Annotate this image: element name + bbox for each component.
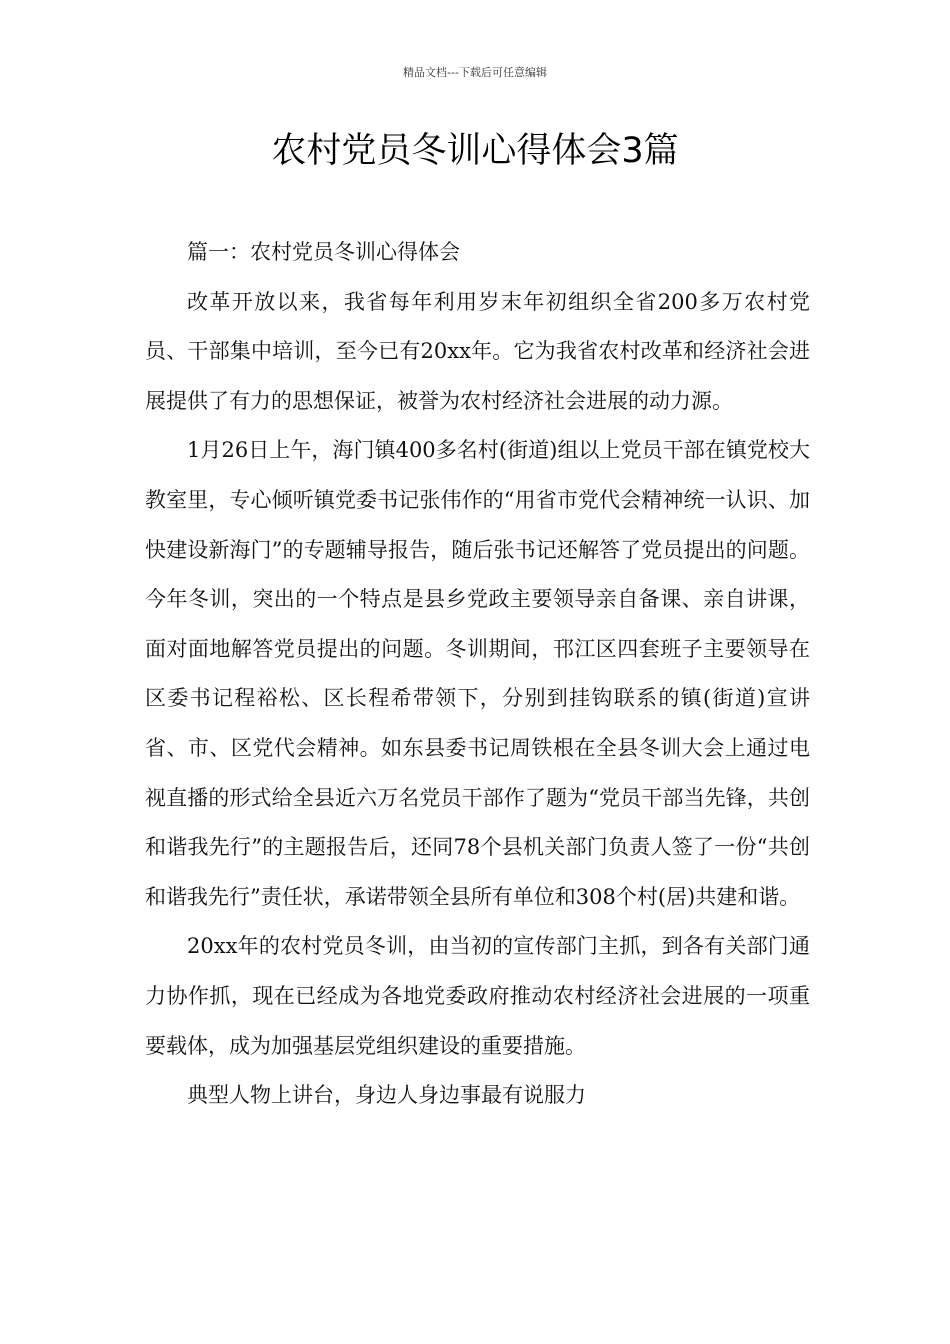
document-body bbox=[145, 228, 810, 1121]
page-header: 精品文档---下载后可任意编辑 bbox=[403, 66, 547, 79]
body-paragraph: 典型人物上讲台，身边人身边事最有说服力 bbox=[187, 1083, 586, 1108]
body-paragraph: 1月26日上午，海门镇400多名村(街道)组以上党员干部在镇党校大教室里，专心倾听镇党委书记张伟作的“用省市党代会精神统一认识、加快建设新海门”的专题辅导报告，随后张书记还解答了党员提出的问题。今年冬训，突出的一个特点是县乡党政主要领导亲自备课、亲自讲课，面对面地解答党员提出的问题。冬训期间，邗江区四套班子主要领导在区委书记程裕松、区长程希带领下，分别到挂钩联系的镇(街道)宣讲省、市、区党代会精神。如东县委书记周铁根在全县冬训大会上通过电视直播的形式给全县近六万名党员干部作了题为“党员干部当先锋，共创和谐我先行”的主题报告后，还同78个县机关部门负责人签了一份“共创和谐我先行”责任状，承诺带领全县所有单位和308个村(居)共建和谐。 bbox=[145, 438, 810, 909]
body-paragraph: 改革开放以来，我省每年利用岁末年初组织全省200多万农村党员、干部集中培训，至今已有20xx年。它为我省农村改革和经济社会进展提供了有力的思想保证，被誉为农村经济社会进展的动力源。 bbox=[145, 289, 810, 413]
body-paragraph: 20xx年的农村党员冬训，由当初的宣传部门主抓，到各有关部门通力协作抓，现在已经成为各地党委政府推动农村经济社会进展的一项重要载体，成为加强基层党组织建设的重要措施。 bbox=[145, 934, 810, 1058]
section-heading: 篇一：农村党员冬训心得体会 bbox=[187, 240, 460, 264]
document-title: 农村党员冬训心得体会3篇 bbox=[271, 131, 679, 171]
